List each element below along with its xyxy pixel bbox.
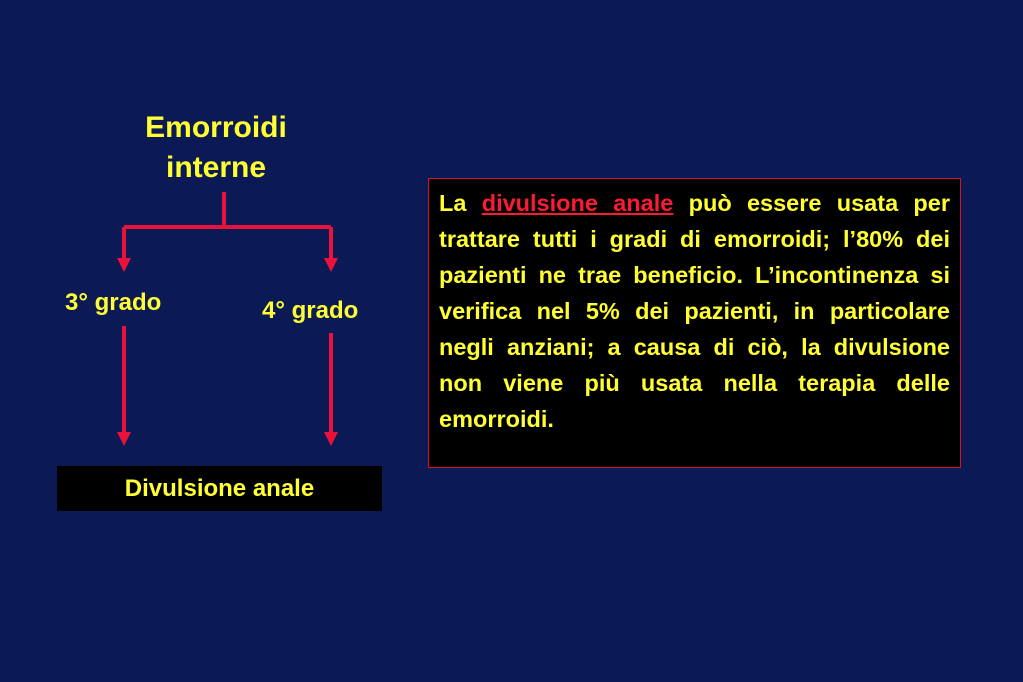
result-label: Divulsione anale xyxy=(124,475,315,502)
title-line-1: Emorroidi xyxy=(145,111,287,144)
note-highlight: divulsione anale xyxy=(481,190,674,216)
left-branch-arrowhead xyxy=(117,258,131,272)
right-result-arrowhead xyxy=(324,432,338,446)
left-result-arrowhead xyxy=(117,432,131,446)
note-box xyxy=(428,178,961,468)
grade-3-label: 3° grado xyxy=(65,289,162,316)
result-box xyxy=(57,466,382,511)
right-branch-arrowhead xyxy=(324,258,338,272)
grade-4-label: 4° grado xyxy=(262,297,359,324)
note-body: può essere usata per trattare tutti i gradi di emorroidi; l’80% dei pazienti ne trae beneficio. L’incontinenza si verifica nel 5% dei pazienti, in particolare negli anziani; a causa di ciò, la divulsione non viene più usata nella terapia delle emorroidi. xyxy=(439,190,950,432)
note-prefix: La xyxy=(439,190,482,216)
title-line-2: interne xyxy=(165,151,267,184)
